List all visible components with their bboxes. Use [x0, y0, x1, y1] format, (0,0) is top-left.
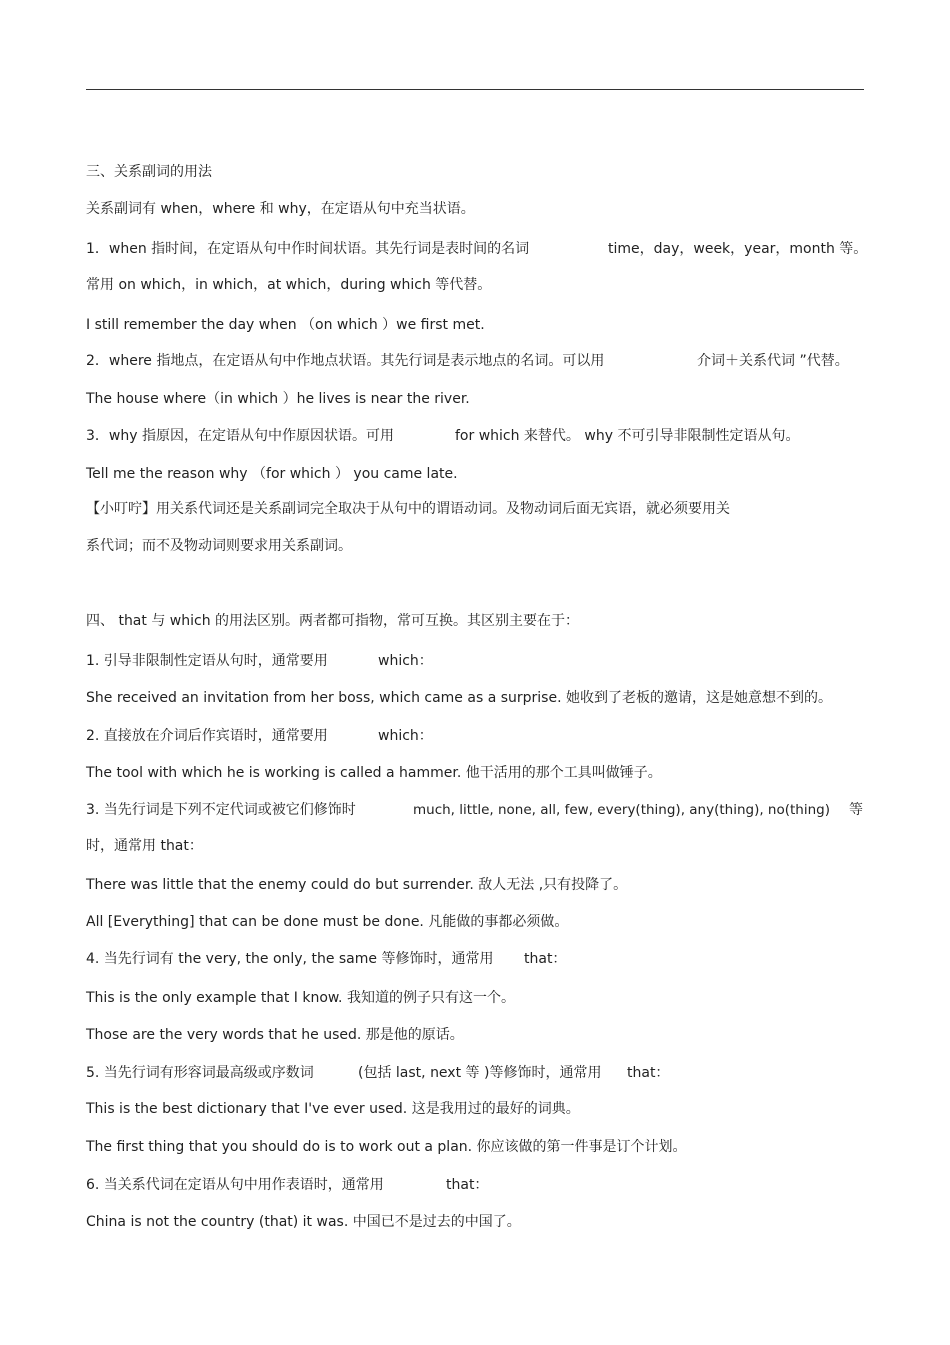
section3-intro: 关系副词有 when，where 和 why，在定语从句中充当状语。 [86, 201, 475, 217]
item1-line [86, 240, 866, 258]
rule1-example: She received an invitation from her boss, which came as a surprise. 她收到了老板的邀请，这是她意想不到的。 [86, 690, 832, 706]
rule6-example: China is not the country (that) it was. 中国已不是过去的中国了。 [86, 1214, 521, 1230]
example-when: I still remember the day when （on which ）we first met. [86, 317, 485, 333]
rule5-text-main: 5. 当先行词有形容词最高级或序数词 [86, 1065, 314, 1081]
item2-replacement: 介词＋关系代词 ”代替。 [697, 353, 849, 369]
item1-text: 1．when 指时间，在定语从句中作时间状语。其先行词是表时间的名词 [86, 241, 530, 257]
rule1-text: 1. 引导非限制性定语从句时，通常要用 [86, 653, 328, 669]
item2-text: 2．where 指地点，在定语从句中作地点状语。其先行词是表示地点的名词。可以用 [86, 353, 605, 369]
rule2-line [86, 727, 866, 745]
example-why: Tell me the reason why （for which ） you came late. [86, 466, 458, 482]
rule4-example-2: Those are the very words that he used. 那是他的原话。 [86, 1027, 464, 1043]
rule6-line [86, 1176, 866, 1194]
rule3-etc: 等 [849, 802, 863, 818]
rule6-keyword: that： [446, 1177, 489, 1193]
rule5-keyword: that： [627, 1065, 670, 1081]
section3-heading: 三、关系副词的用法 [86, 164, 212, 180]
rule3-example-2: All [Everything] that can be done must be done. 凡能做的事都必须做。 [86, 914, 569, 930]
rule1-keyword: which： [378, 653, 433, 669]
rule5-example-1: This is the best dictionary that I've ever used. 这是我用过的最好的词典。 [86, 1101, 580, 1117]
rule4-example-1: This is the only example that I know. 我知道的例子只有这一个。 [86, 990, 515, 1006]
item1-alternatives: 常用 on which，in which，at which，during which 等代替。 [86, 277, 492, 293]
rule6-text: 6. 当关系代词在定语从句中用作表语时，通常用 [86, 1177, 384, 1193]
rule3-continuation: 时，通常用 that： [86, 838, 203, 854]
rule2-text: 2. 直接放在介词后作宾语时，通常要用 [86, 728, 328, 744]
item3-text: 3．why 指原因，在定语从句中作原因状语。可用 [86, 428, 394, 444]
rule5-scope: (包括 last, next 等 )等修饰时，通常用 [358, 1065, 602, 1081]
rule4-keyword: that： [524, 951, 567, 967]
example-where: The house where（in which ）he lives is near the river. [86, 391, 470, 407]
rule4-text: 4. 当先行词有 the very, the only, the same 等修饰时，通常用 [86, 951, 494, 967]
rule3-line [86, 801, 866, 819]
rule3-text: 3. 当先行词是下列不定代词或被它们修饰时 [86, 802, 356, 818]
tip-line-2: 系代词；而不及物动词则要求用关系副词。 [86, 538, 352, 554]
tip-line-1: 【小叮咛】用关系代词还是关系副词完全取决于从句中的谓语动词。及物动词后面无宾语，就必须要用关 [86, 501, 730, 517]
item3-line [86, 427, 866, 445]
rule2-example: The tool with which he is working is called a hammer. 他干活用的那个工具叫做锤子。 [86, 765, 662, 781]
rule1-line [86, 652, 866, 670]
rule5-line [86, 1064, 866, 1082]
rule5-example-2: The first thing that you should do is to work out a plan. 你应该做的第一件事是订个计划。 [86, 1139, 687, 1155]
item3-replacement: for which 来替代。 why 不可引导非限制性定语从句。 [455, 428, 800, 444]
rule4-line [86, 950, 866, 968]
rule3-pronouns: much, little, none, all, few, every(thing), any(thing), no(thing) [413, 802, 831, 818]
header-rule [86, 89, 864, 90]
rule2-keyword: which： [378, 728, 433, 744]
item1-examples: time，day，week，year，month 等。 [608, 241, 868, 257]
rule3-example-1: There was little that the enemy could do but surrender. 敌人无法 ,只有投降了。 [86, 877, 628, 893]
item2-line [86, 352, 866, 370]
section4-heading: 四、 that 与 which 的用法区别。两者都可指物，常可互换。其区别主要在于： [86, 613, 580, 629]
